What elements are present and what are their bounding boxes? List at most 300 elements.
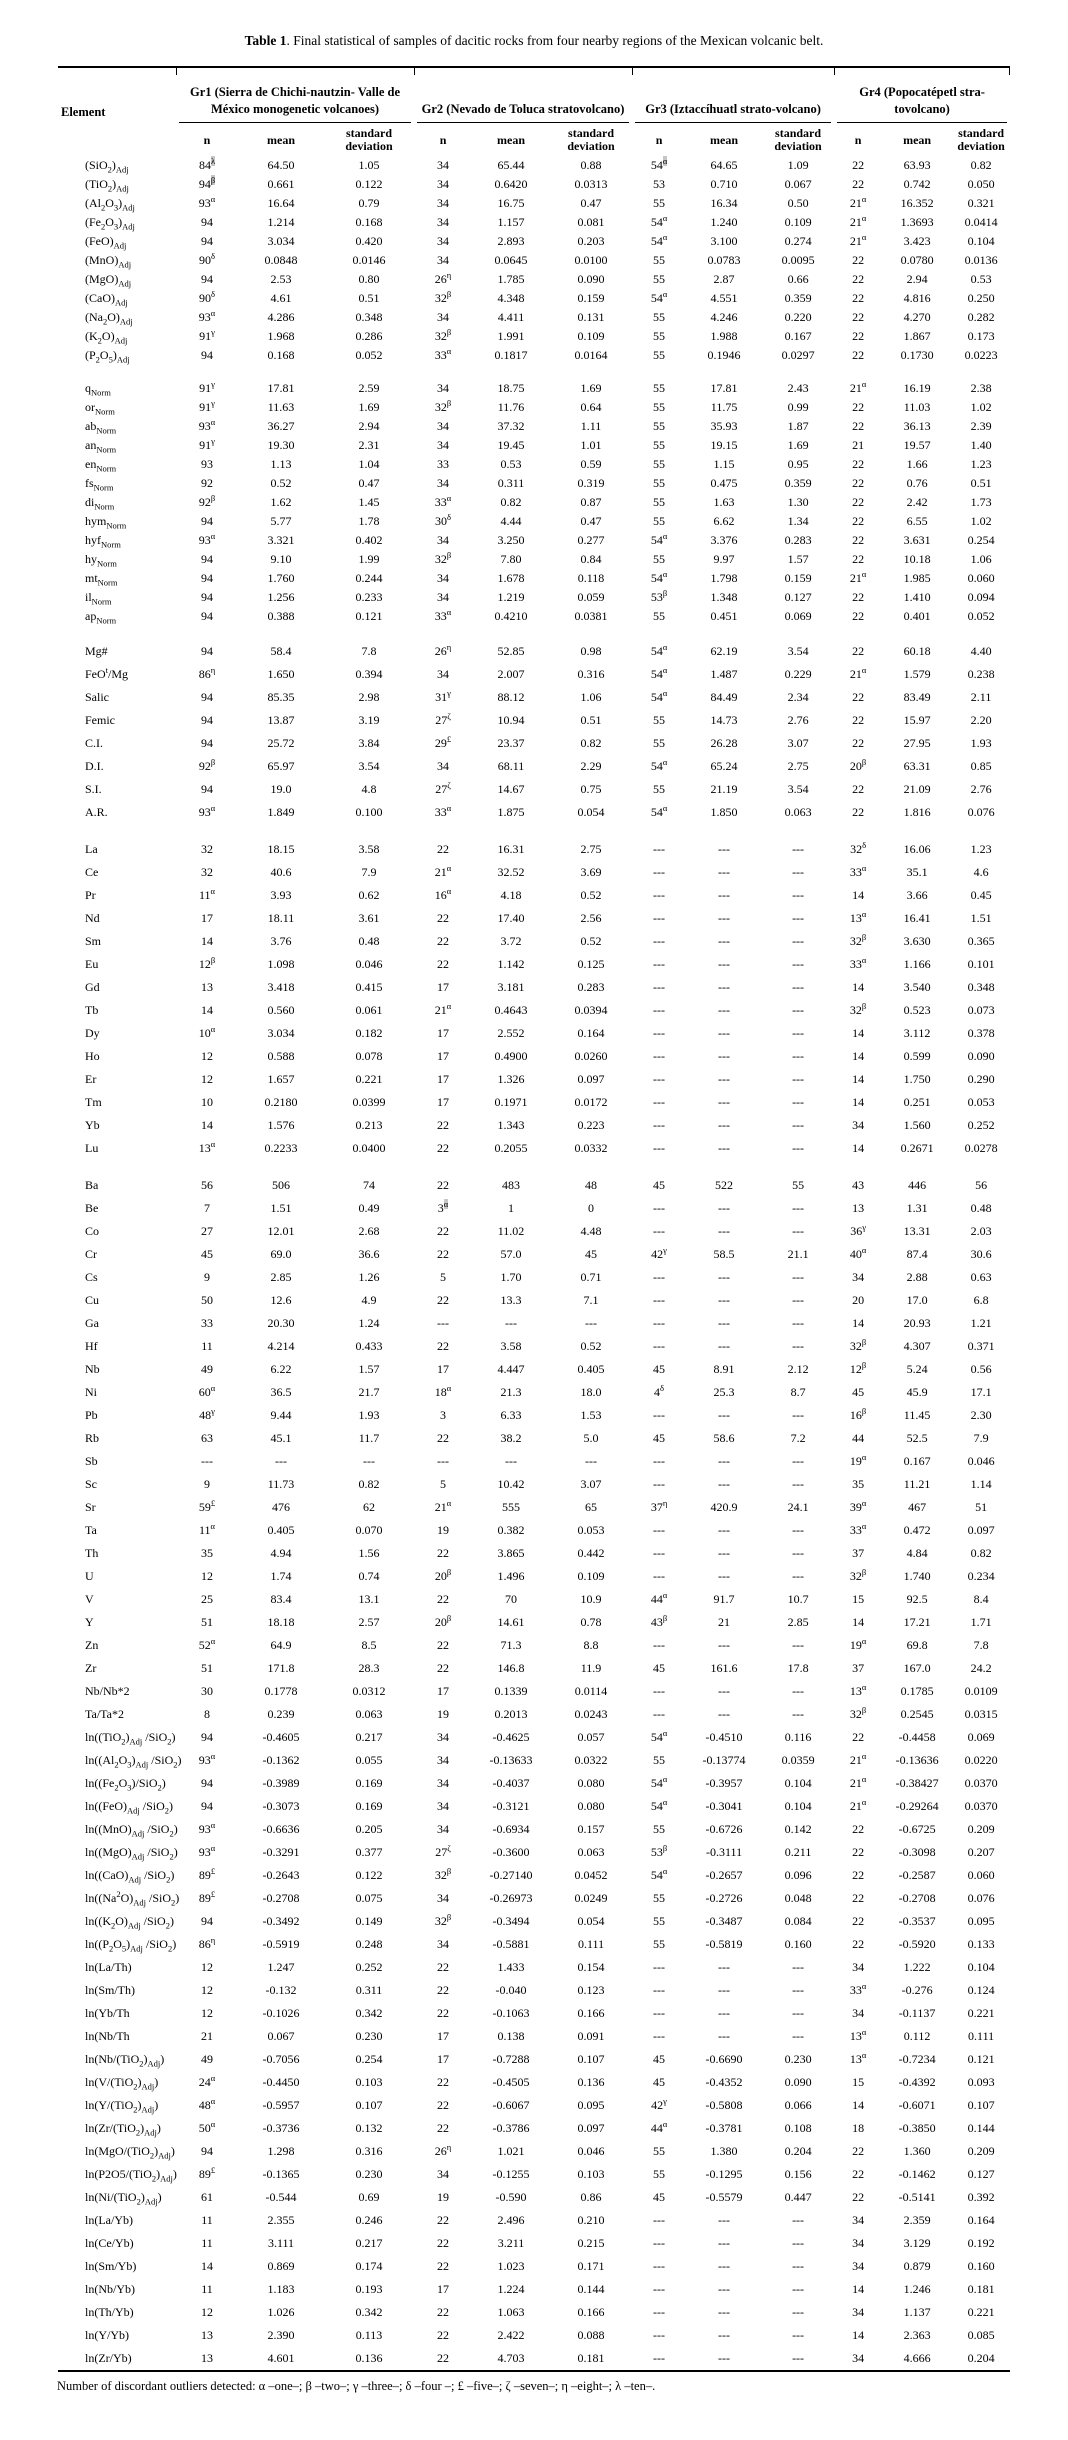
value-cell: 0.244 bbox=[355, 571, 383, 585]
value-cell: 0.0164 bbox=[574, 348, 608, 362]
value-cell: 45 bbox=[653, 1362, 666, 1376]
value-cell: 12 bbox=[201, 1960, 213, 1974]
value-cell: 22 bbox=[437, 2259, 450, 2273]
value-cell: 0.080 bbox=[577, 1776, 605, 1790]
value-cell: 16.34 bbox=[710, 196, 738, 210]
element-label: $(MnO)_{Adj}$ bbox=[85, 253, 132, 270]
element-label: $\ln((TiO_2)_{Adj}$ /SiO$_2$) bbox=[85, 1730, 176, 1747]
value-cell: 7.9 bbox=[973, 1431, 989, 1445]
value-cell: 2.363 bbox=[903, 2328, 931, 2342]
element-label: $or_{Norm}$ bbox=[85, 400, 115, 417]
value-cell: --- bbox=[275, 1454, 287, 1468]
table-row bbox=[58, 861, 1010, 884]
value-cell: $27^\zeta$ bbox=[435, 711, 451, 727]
value-cell: $32^\beta$ bbox=[434, 289, 452, 305]
value-cell: 55 bbox=[653, 457, 666, 471]
element-label: $di_{Norm}$ bbox=[85, 495, 115, 512]
value-cell: --- bbox=[718, 2029, 731, 2043]
value-cell: 0.0312 bbox=[352, 1684, 386, 1698]
element-label: ln(Yb/Th bbox=[85, 2006, 130, 2020]
table-row bbox=[58, 1427, 1010, 1450]
value-cell: 0.060 bbox=[967, 1868, 995, 1882]
value-cell: 0.053 bbox=[577, 1523, 605, 1537]
value-cell: 7.8 bbox=[973, 1638, 989, 1652]
table-row bbox=[58, 1864, 1010, 1887]
value-cell: 3.630 bbox=[903, 934, 931, 948]
value-cell: 22 bbox=[437, 911, 450, 925]
value-cell: 1.62 bbox=[270, 495, 292, 509]
value-cell: $37^\eta$ bbox=[650, 1498, 668, 1514]
element-label: $en_{Norm}$ bbox=[85, 457, 117, 474]
value-cell: --- bbox=[653, 1707, 666, 1721]
element-label: Sr bbox=[85, 1500, 96, 1514]
element-label: $\ln((P_2O_5)_{Adj}$ /SiO$_2$) bbox=[85, 1937, 177, 1954]
value-cell: 1.850 bbox=[710, 805, 738, 819]
value-cell: 8.7 bbox=[790, 1385, 806, 1399]
value-cell: 17 bbox=[437, 1072, 450, 1086]
value-cell: 2.20 bbox=[970, 713, 992, 727]
value-cell: 4.270 bbox=[903, 310, 931, 324]
value-cell: 2.42 bbox=[906, 495, 928, 509]
value-cell: 22 bbox=[437, 934, 450, 948]
value-cell: --- bbox=[718, 1960, 731, 1974]
value-cell: 55 bbox=[653, 782, 666, 796]
value-cell: $26^\eta$ bbox=[434, 270, 452, 286]
value-cell: 3.61 bbox=[358, 911, 380, 925]
element-label: $(SiO_2)_{Adj}$ bbox=[85, 158, 129, 175]
value-cell: 55 bbox=[653, 438, 666, 452]
value-cell: 0.4210 bbox=[494, 609, 528, 623]
value-cell: 0.52 bbox=[270, 476, 292, 490]
value-cell: 1.576 bbox=[267, 1118, 295, 1132]
value-cell: 0.53 bbox=[970, 272, 992, 286]
value-cell: 2.68 bbox=[358, 1224, 380, 1238]
value-cell: 2.94 bbox=[906, 272, 928, 286]
value-cell: 0.1730 bbox=[900, 348, 934, 362]
value-cell: 0.378 bbox=[967, 1026, 995, 1040]
value-cell: $10^\alpha$ bbox=[198, 1024, 216, 1040]
value-cell: 0.56 bbox=[970, 1362, 992, 1376]
value-cell: 1.678 bbox=[497, 571, 525, 585]
value-cell: 34 bbox=[437, 2167, 450, 2181]
value-cell: -0.3537 bbox=[898, 1914, 936, 1928]
element-label: Salic bbox=[85, 690, 109, 704]
value-cell: 1.21 bbox=[970, 1316, 992, 1330]
value-cell: 0.2013 bbox=[494, 1707, 528, 1721]
value-cell: $32^\beta$ bbox=[849, 1001, 867, 1017]
table-row bbox=[58, 907, 1010, 930]
value-cell: 1.56 bbox=[358, 1546, 380, 1560]
table-row bbox=[58, 1565, 1010, 1588]
value-cell: 4.94 bbox=[270, 1546, 292, 1560]
table-row bbox=[58, 1045, 1010, 1068]
value-cell: 21 bbox=[718, 1615, 731, 1629]
value-cell: 0.95 bbox=[787, 457, 809, 471]
value-cell: --- bbox=[792, 1316, 805, 1330]
value-cell: 0.111 bbox=[968, 2029, 995, 2043]
value-cell: 161.6 bbox=[710, 1661, 738, 1675]
value-cell: 1.93 bbox=[358, 1408, 380, 1422]
value-cell: 0.52 bbox=[580, 888, 602, 902]
value-cell: -0.6690 bbox=[705, 2052, 743, 2066]
value-cell: --- bbox=[718, 2259, 731, 2273]
value-cell: 0.103 bbox=[355, 2075, 383, 2089]
value-cell: --- bbox=[718, 1454, 731, 1468]
value-cell: 1.24 bbox=[358, 1316, 380, 1330]
value-cell: $93^\alpha$ bbox=[198, 194, 216, 210]
value-cell: 3.84 bbox=[358, 736, 380, 750]
value-cell: 0.215 bbox=[577, 2236, 605, 2250]
value-cell: -0.5919 bbox=[262, 1937, 300, 1951]
value-cell: 2.94 bbox=[358, 419, 380, 433]
value-cell: 1.380 bbox=[710, 2144, 738, 2158]
value-cell: 0.229 bbox=[784, 667, 812, 681]
value-cell: 34 bbox=[437, 1799, 450, 1813]
element-label: $\ln(Zr/(TiO_2)_{Adj})$ bbox=[85, 2121, 161, 2138]
value-cell: -0.13633 bbox=[489, 1753, 533, 1767]
value-cell: --- bbox=[792, 2006, 805, 2020]
value-cell: 6.55 bbox=[906, 514, 928, 528]
element-label: $(K_2O)_{Adj}$ bbox=[85, 329, 128, 346]
value-cell: --- bbox=[718, 842, 731, 856]
table-row bbox=[58, 2186, 1010, 2209]
table-row bbox=[58, 1404, 1010, 1427]
value-cell: 2.355 bbox=[267, 2213, 295, 2227]
element-label: $(P_2O_5)_{Adj}$ bbox=[85, 348, 130, 365]
value-cell: -0.4352 bbox=[705, 2075, 743, 2089]
value-cell: -0.6071 bbox=[898, 2098, 936, 2112]
value-cell: 14 bbox=[852, 1316, 865, 1330]
value-cell: 0.136 bbox=[577, 2075, 605, 2089]
value-cell: 0.472 bbox=[903, 1523, 931, 1537]
value-cell: 0.1971 bbox=[494, 1095, 528, 1109]
element-label: Eu bbox=[85, 957, 99, 971]
value-cell: --- bbox=[505, 1316, 518, 1330]
value-cell: 22 bbox=[852, 805, 865, 819]
table-row bbox=[58, 398, 1010, 417]
value-cell: --- bbox=[718, 1095, 731, 1109]
value-cell: 63.93 bbox=[903, 158, 931, 172]
value-cell: --- bbox=[718, 1201, 731, 1215]
value-cell: --- bbox=[653, 2305, 666, 2319]
value-cell: -0.6934 bbox=[492, 1822, 530, 1836]
element-label: $\ln((MnO)_{Adj}$ /SiO$_2$) bbox=[85, 1822, 178, 1839]
table-row bbox=[58, 1174, 1010, 1197]
value-cell: --- bbox=[653, 1983, 666, 1997]
value-cell: 33 bbox=[437, 457, 450, 471]
value-cell: --- bbox=[792, 1293, 805, 1307]
value-cell: 10.7 bbox=[787, 1592, 809, 1606]
group-header-gr4 bbox=[834, 67, 1010, 123]
value-cell: 0.095 bbox=[577, 2098, 605, 2112]
value-cell: 3.211 bbox=[497, 2236, 525, 2250]
value-cell: 7.9 bbox=[361, 865, 377, 879]
value-cell: -0.1063 bbox=[492, 2006, 530, 2020]
value-cell: 35 bbox=[201, 1546, 213, 1560]
value-cell: 0.246 bbox=[355, 2213, 383, 2227]
value-cell: $11^\alpha$ bbox=[198, 886, 216, 902]
value-cell: 1.73 bbox=[970, 495, 992, 509]
value-cell: 2.34 bbox=[787, 690, 809, 704]
value-cell: 0.52 bbox=[580, 1339, 602, 1353]
value-cell: 14 bbox=[852, 2098, 865, 2112]
value-cell: 1.760 bbox=[267, 571, 295, 585]
value-cell: 1.650 bbox=[267, 667, 295, 681]
value-cell: 1.93 bbox=[970, 736, 992, 750]
element-label: Ta/Ta*2 bbox=[85, 1707, 124, 1721]
value-cell: 0.1946 bbox=[707, 348, 741, 362]
value-cell: 22 bbox=[852, 272, 865, 286]
value-cell: 55 bbox=[653, 1914, 666, 1928]
value-cell: 167.0 bbox=[903, 1661, 931, 1675]
value-cell: $3^\alpha$ bbox=[437, 1199, 449, 1215]
value-cell: $54^\alpha$ bbox=[650, 232, 668, 248]
element-label: ln(Ce/Yb) bbox=[85, 2236, 134, 2250]
value-cell: 1.214 bbox=[267, 215, 295, 229]
value-cell: --- bbox=[792, 1684, 805, 1698]
value-cell: 0.124 bbox=[967, 1983, 995, 1997]
value-cell: --- bbox=[718, 2328, 731, 2342]
value-cell: 0.154 bbox=[577, 1960, 605, 1974]
value-cell: 25.3 bbox=[713, 1385, 735, 1399]
statistics-table bbox=[58, 66, 1010, 2372]
value-cell: 40.6 bbox=[270, 865, 292, 879]
value-cell: 2.87 bbox=[713, 272, 735, 286]
value-cell: --- bbox=[718, 1523, 731, 1537]
value-cell: 0.283 bbox=[784, 533, 812, 547]
value-cell: 55 bbox=[653, 272, 666, 286]
value-cell: 2.85 bbox=[787, 1615, 809, 1629]
value-cell: 1.657 bbox=[267, 1072, 295, 1086]
value-cell: 22 bbox=[852, 609, 865, 623]
value-cell: 34 bbox=[437, 310, 450, 324]
value-cell: 4.44 bbox=[500, 514, 522, 528]
value-cell: 0.47 bbox=[358, 476, 380, 490]
table-row bbox=[58, 2232, 1010, 2255]
element-label: Tb bbox=[85, 1003, 99, 1017]
value-cell: 1.15 bbox=[713, 457, 735, 471]
value-cell: 0.157 bbox=[577, 1822, 605, 1836]
value-cell: 22 bbox=[852, 514, 865, 528]
value-cell: --- bbox=[585, 1454, 598, 1468]
value-cell: 69.8 bbox=[906, 1638, 928, 1652]
value-cell: 36.6 bbox=[358, 1247, 380, 1261]
table-row bbox=[58, 1450, 1010, 1473]
value-cell: 0.048 bbox=[784, 1891, 812, 1905]
value-cell: 0.82 bbox=[970, 1546, 992, 1560]
value-cell: --- bbox=[653, 1049, 666, 1063]
value-cell: 6.22 bbox=[270, 1362, 292, 1376]
value-cell: --- bbox=[505, 1454, 518, 1468]
value-cell: 3.58 bbox=[500, 1339, 522, 1353]
value-cell: --- bbox=[718, 1983, 731, 1997]
value-cell: 0.217 bbox=[355, 2236, 383, 2250]
value-cell: 11.7 bbox=[358, 1431, 380, 1445]
value-cell: 14 bbox=[852, 1072, 865, 1086]
value-cell: 2.359 bbox=[903, 2213, 931, 2227]
value-cell: 22 bbox=[852, 1868, 865, 1882]
value-cell: --- bbox=[792, 1408, 805, 1422]
value-cell: 89£ bbox=[198, 1866, 216, 1882]
value-cell: 94 bbox=[201, 644, 213, 658]
value-cell: -0.4510 bbox=[705, 1730, 743, 1744]
value-cell: 1.23 bbox=[970, 842, 992, 856]
value-cell: 22 bbox=[852, 690, 865, 704]
value-cell: 18.11 bbox=[267, 911, 295, 925]
value-cell: -0.6725 bbox=[898, 1822, 936, 1836]
value-cell: 88.12 bbox=[497, 690, 525, 704]
table-row bbox=[58, 194, 1010, 213]
value-cell: 22 bbox=[852, 457, 865, 471]
value-cell: 22 bbox=[852, 1891, 865, 1905]
value-cell: -0.3073 bbox=[262, 1799, 300, 1813]
value-cell: 51 bbox=[201, 1661, 213, 1675]
value-cell: 0.0359 bbox=[781, 1753, 815, 1767]
table-row bbox=[58, 1022, 1010, 1045]
value-cell: 28.3 bbox=[358, 1661, 380, 1675]
value-cell: 0.348 bbox=[967, 980, 995, 994]
value-cell: 22 bbox=[852, 713, 865, 727]
value-cell: 0.060 bbox=[967, 571, 995, 585]
value-cell: 0.209 bbox=[967, 1822, 995, 1836]
value-cell: 34 bbox=[437, 667, 450, 681]
value-cell: 22 bbox=[437, 1178, 450, 1192]
value-cell: 1.875 bbox=[497, 805, 525, 819]
value-cell: 0.211 bbox=[784, 1845, 812, 1859]
element-label: Pr bbox=[85, 888, 96, 902]
table-row bbox=[58, 1887, 1010, 1910]
value-cell: 55 bbox=[653, 495, 666, 509]
table-row bbox=[58, 2301, 1010, 2324]
element-label: Sb bbox=[85, 1454, 98, 1468]
value-cell: -0.1137 bbox=[898, 2006, 936, 2020]
value-cell: 3.69 bbox=[580, 865, 602, 879]
value-cell: 14 bbox=[201, 934, 213, 948]
value-cell: 3.111 bbox=[267, 2236, 295, 2250]
value-cell: 19.57 bbox=[903, 438, 931, 452]
table-row bbox=[58, 884, 1010, 907]
value-cell: 24.2 bbox=[970, 1661, 992, 1675]
value-cell: 22 bbox=[852, 253, 865, 267]
value-cell: 12 bbox=[201, 1983, 213, 1997]
value-cell: 64.65 bbox=[710, 158, 738, 172]
value-cell: 0 bbox=[588, 1201, 595, 1215]
value-cell: 0.059 bbox=[577, 590, 605, 604]
value-cell: 22 bbox=[852, 533, 865, 547]
value-cell: 22 bbox=[852, 736, 865, 750]
value-cell: 0.149 bbox=[355, 1914, 383, 1928]
value-cell: 13.87 bbox=[267, 713, 295, 727]
value-cell: $20^\beta$ bbox=[849, 757, 867, 773]
value-cell: --- bbox=[792, 1072, 805, 1086]
value-cell: 17 bbox=[437, 1095, 450, 1109]
value-cell: 4.246 bbox=[710, 310, 738, 324]
element-label: ln(Y/Yb) bbox=[85, 2328, 129, 2342]
value-cell: 34 bbox=[437, 381, 450, 395]
value-cell: 2.56 bbox=[580, 911, 602, 925]
value-cell: 0.1817 bbox=[494, 348, 528, 362]
value-cell: 63.31 bbox=[903, 759, 931, 773]
value-cell: 3.07 bbox=[580, 1477, 602, 1491]
value-cell: 0.097 bbox=[967, 1523, 995, 1537]
value-cell: 13 bbox=[852, 1201, 865, 1215]
value-cell: 0.080 bbox=[577, 1799, 605, 1813]
value-cell: 94 bbox=[201, 1776, 213, 1790]
table-row bbox=[58, 1312, 1010, 1335]
value-cell: 20.30 bbox=[267, 1316, 295, 1330]
value-cell: 0.088 bbox=[577, 2328, 605, 2342]
element-label: $il_{Norm}$ bbox=[85, 590, 112, 607]
value-cell: 0.193 bbox=[355, 2282, 383, 2296]
value-cell: --- bbox=[653, 2351, 666, 2365]
value-cell: --- bbox=[792, 1003, 805, 1017]
value-cell: 0.87 bbox=[580, 495, 602, 509]
value-cell: $12^\beta$ bbox=[198, 955, 216, 971]
value-cell: 0.0370 bbox=[964, 1776, 998, 1790]
value-cell: -0.040 bbox=[495, 1983, 527, 1997]
value-cell: 3.93 bbox=[270, 888, 292, 902]
value-cell: 11 bbox=[201, 2213, 213, 2227]
element-label: ln(Sm/Yb) bbox=[85, 2259, 137, 2273]
value-cell: $54^\alpha$ bbox=[650, 688, 668, 704]
value-cell: 1.579 bbox=[903, 667, 931, 681]
value-cell: 94 bbox=[201, 609, 213, 623]
value-cell: 10.94 bbox=[497, 713, 525, 727]
value-cell: 0.096 bbox=[784, 1868, 812, 1882]
value-cell: 50 bbox=[201, 1293, 213, 1307]
value-cell: 13.3 bbox=[500, 1293, 522, 1307]
value-cell: 22 bbox=[852, 644, 865, 658]
value-cell: 22 bbox=[852, 310, 865, 324]
value-cell: 22 bbox=[437, 1141, 450, 1155]
value-cell: 0.254 bbox=[355, 2052, 383, 2066]
value-cell: 52.5 bbox=[906, 1431, 928, 1445]
element-label: $fs_{Norm}$ bbox=[85, 476, 114, 493]
value-cell: 16.75 bbox=[497, 196, 525, 210]
value-cell: --- bbox=[718, 1638, 731, 1652]
value-cell: 1.51 bbox=[970, 911, 992, 925]
value-cell: 22 bbox=[852, 291, 865, 305]
value-cell: --- bbox=[792, 934, 805, 948]
value-cell: 1.849 bbox=[267, 805, 295, 819]
value-cell: 55 bbox=[653, 253, 666, 267]
value-cell: 22 bbox=[437, 2351, 450, 2365]
value-cell: 17 bbox=[201, 911, 213, 925]
value-cell: --- bbox=[792, 1118, 805, 1132]
value-cell: 34 bbox=[437, 253, 450, 267]
value-cell: 12.01 bbox=[267, 1224, 295, 1238]
element-label: Ga bbox=[85, 1316, 99, 1330]
value-cell: 11.75 bbox=[710, 400, 738, 414]
value-cell: 2.12 bbox=[787, 1362, 809, 1376]
value-cell: 70 bbox=[505, 1592, 518, 1606]
value-cell: 0.125 bbox=[577, 957, 605, 971]
section-gap bbox=[58, 1160, 1010, 1174]
value-cell: -0.3989 bbox=[262, 1776, 300, 1790]
value-cell: 0.075 bbox=[355, 1891, 383, 1905]
value-cell: 4.551 bbox=[710, 291, 738, 305]
value-cell: 12 bbox=[201, 2305, 213, 2319]
value-cell: 0.127 bbox=[784, 590, 812, 604]
value-cell: 1.785 bbox=[497, 272, 525, 286]
value-cell: --- bbox=[718, 888, 731, 902]
value-cell: 3.034 bbox=[267, 234, 295, 248]
value-cell: 34 bbox=[437, 158, 450, 172]
value-cell: --- bbox=[792, 888, 805, 902]
value-cell: 1.66 bbox=[906, 457, 928, 471]
value-cell: --- bbox=[792, 1569, 805, 1583]
value-cell: 64.50 bbox=[267, 158, 295, 172]
